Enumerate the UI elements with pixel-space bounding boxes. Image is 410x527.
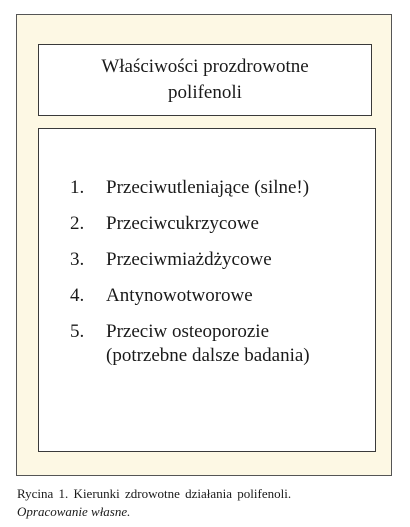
list-item [70, 248, 310, 272]
list-item [70, 176, 310, 200]
properties-list [70, 176, 310, 380]
list-item-line: Przeciwmiażdżycowe [106, 249, 272, 270]
list-item-line: (potrzebne dalsze badania) [106, 345, 310, 366]
list-item-text [106, 212, 259, 236]
figure-caption [17, 485, 397, 521]
list-item-number: 1. [70, 177, 85, 198]
list-item-text [106, 176, 309, 200]
list-item-line: Przeciwutleniające (silne!) [106, 177, 310, 198]
figure-title-line: Właściwości prozdrowotne [101, 56, 309, 77]
list-item [70, 212, 310, 236]
properties-list-box [38, 128, 376, 452]
figure-title-line: polifenoli [168, 82, 242, 103]
caption-text: Rycina 1. Kierunki zdrowotne działania polifenoli. [17, 486, 292, 501]
list-item-number: 5. [70, 321, 85, 342]
list-item-line: Przeciw osteoporozie [106, 321, 270, 342]
list-item-line: Przeciwcukrzycowe [106, 213, 259, 234]
figure-panel [16, 14, 392, 476]
list-item-number: 2. [70, 213, 85, 234]
caption-source: Opracowanie własne. [17, 504, 131, 519]
list-item-text [106, 248, 272, 272]
list-item-line: Antynowotworowe [106, 285, 253, 306]
list-item-number: 3. [70, 249, 85, 270]
list-item-text [106, 320, 310, 368]
list-item-text [106, 284, 253, 308]
list-item [70, 284, 310, 308]
list-item [70, 320, 310, 368]
list-item-number: 4. [70, 285, 85, 306]
figure-title [101, 54, 308, 106]
figure-title-box [38, 44, 372, 116]
